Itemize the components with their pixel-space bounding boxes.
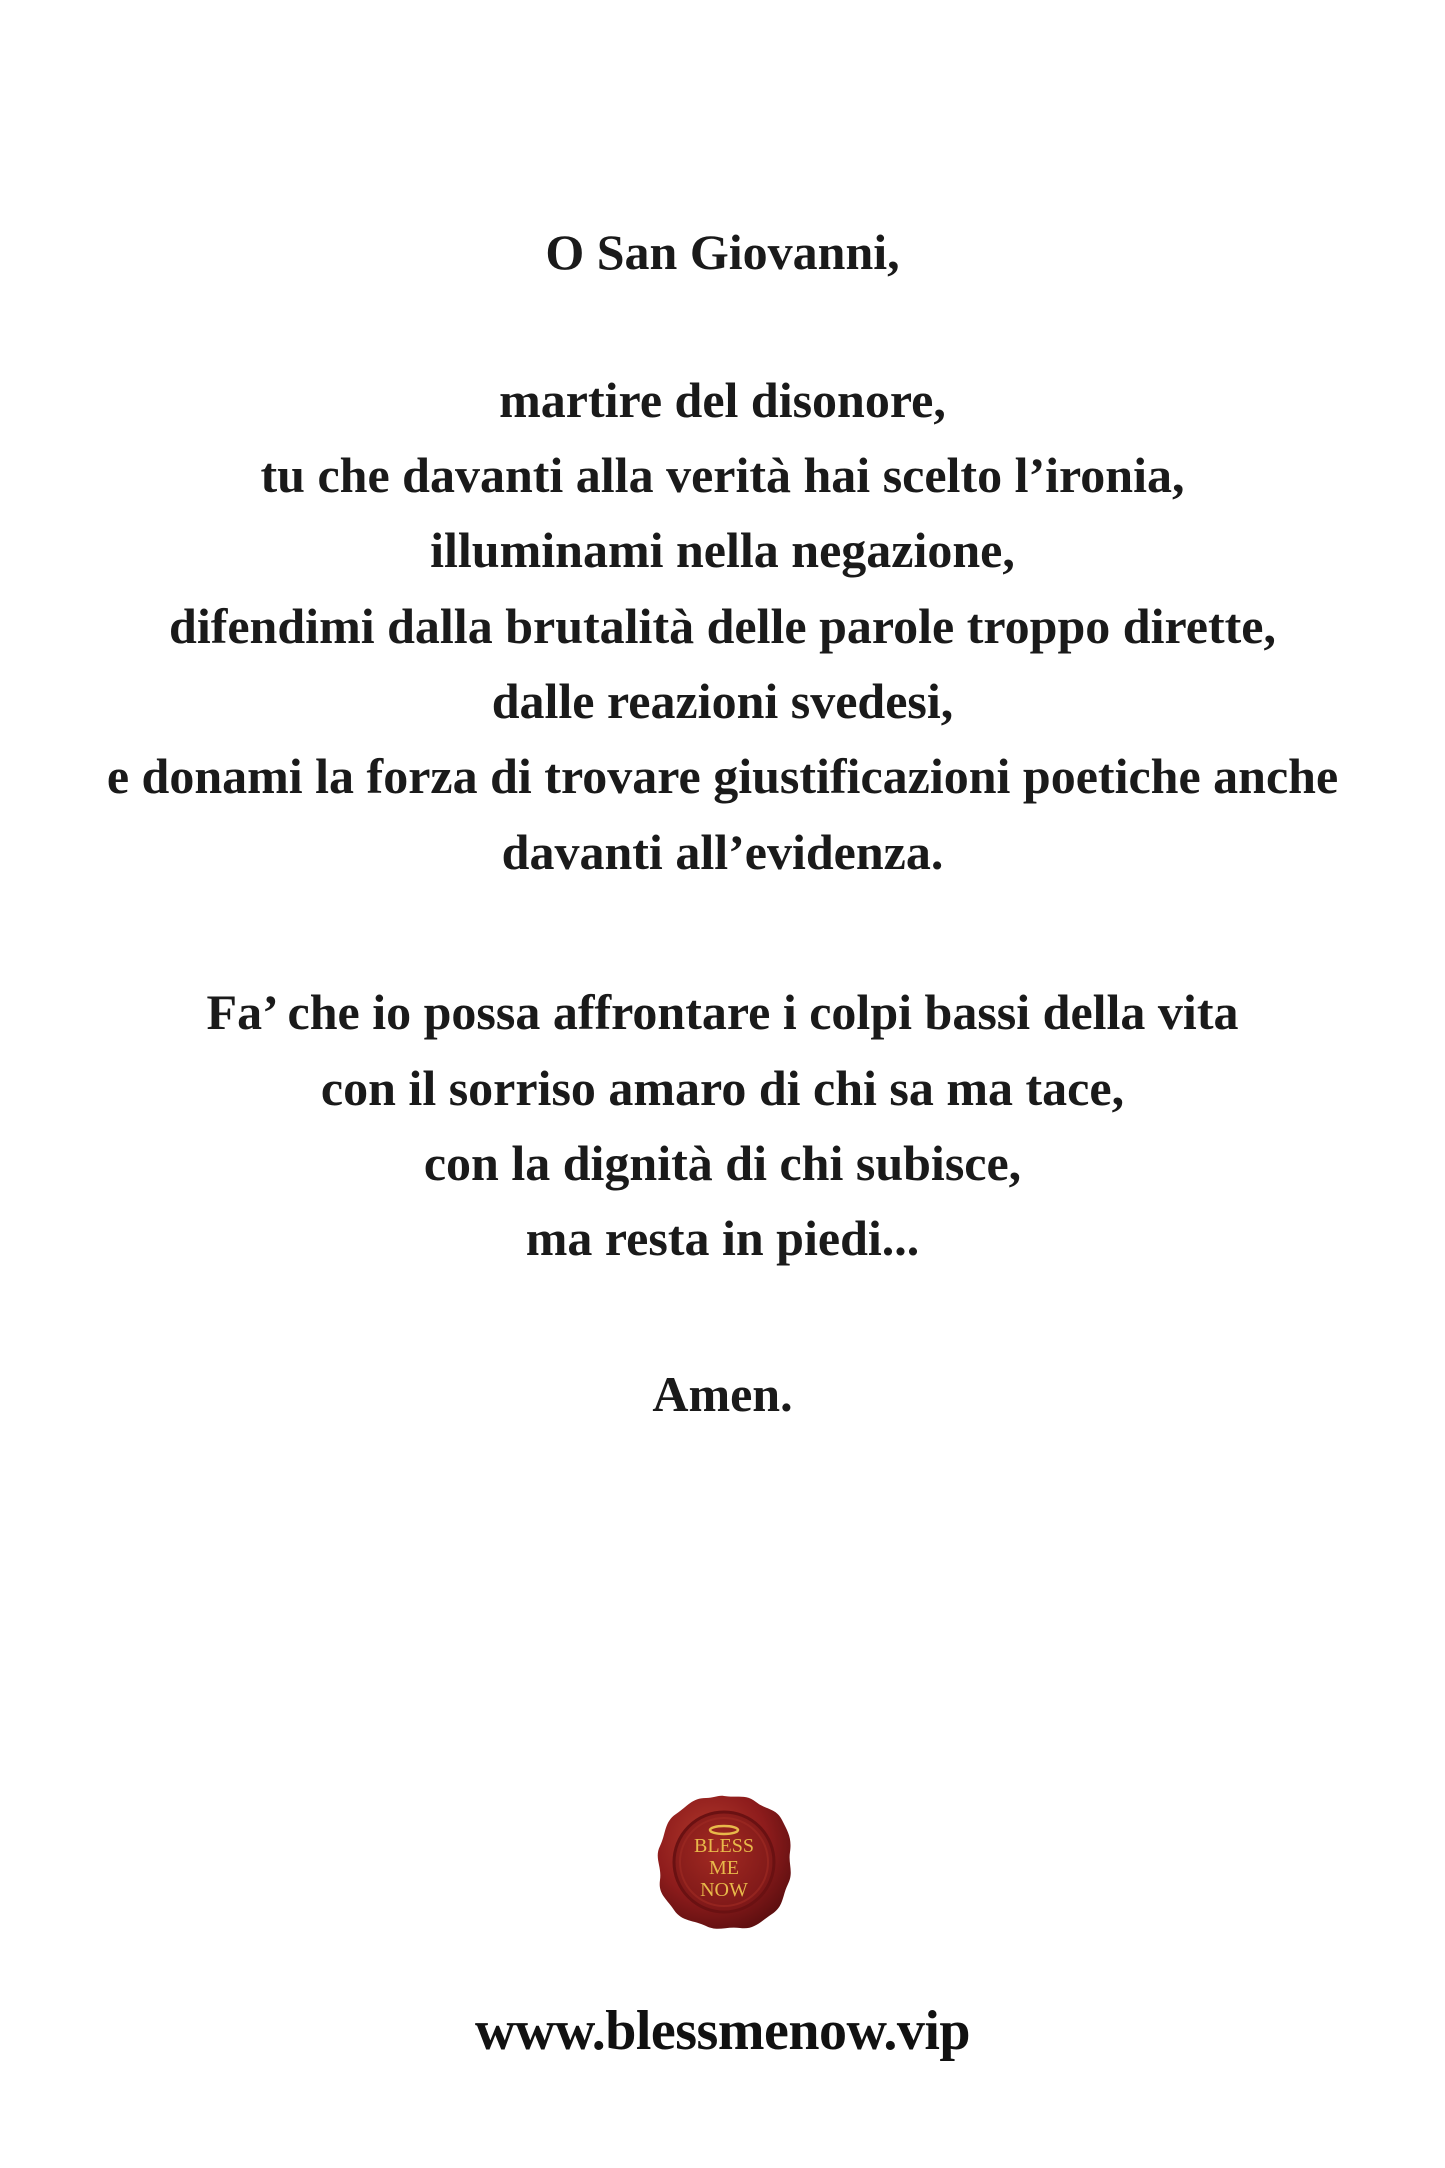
stanza2-line: Fa’ che io possa affrontare i colpi bassi della vita	[206, 984, 1239, 1040]
stanza1-line: dalle reazioni svedesi,	[491, 673, 954, 729]
stanza1-line: davanti all’evidenza.	[501, 824, 944, 880]
stanza2-line: ma resta in piedi...	[525, 1210, 920, 1266]
wax-seal-icon	[654, 1792, 794, 1932]
stanza1-line: e donami la forza di trovare giustificazioni poetiche anche	[106, 748, 1339, 804]
stanza2-line: con il sorriso amaro di chi sa ma tace,	[320, 1060, 1125, 1116]
wax-seal-logo	[654, 1792, 794, 1932]
invocation: O San Giovanni,	[545, 224, 900, 280]
closing: Amen.	[652, 1366, 793, 1422]
stanza1-line: difendimi dalla brutalità delle parole troppo dirette,	[169, 598, 1276, 654]
stanza1-line: illuminami nella negazione,	[430, 522, 1015, 578]
website-link[interactable]: www.blessmenow.vip	[474, 2000, 971, 2062]
stanza2-line: con la dignità di chi subisce,	[423, 1135, 1022, 1191]
seal-text-line3: NOW	[700, 1879, 748, 1901]
stanza1-line: martire del disonore,	[499, 372, 946, 428]
stanza1-line: tu che davanti alla verità hai scelto l’ironia,	[260, 447, 1185, 503]
seal-text-line2: ME	[709, 1857, 739, 1879]
seal-text-line1: BLESS	[693, 1835, 755, 1857]
